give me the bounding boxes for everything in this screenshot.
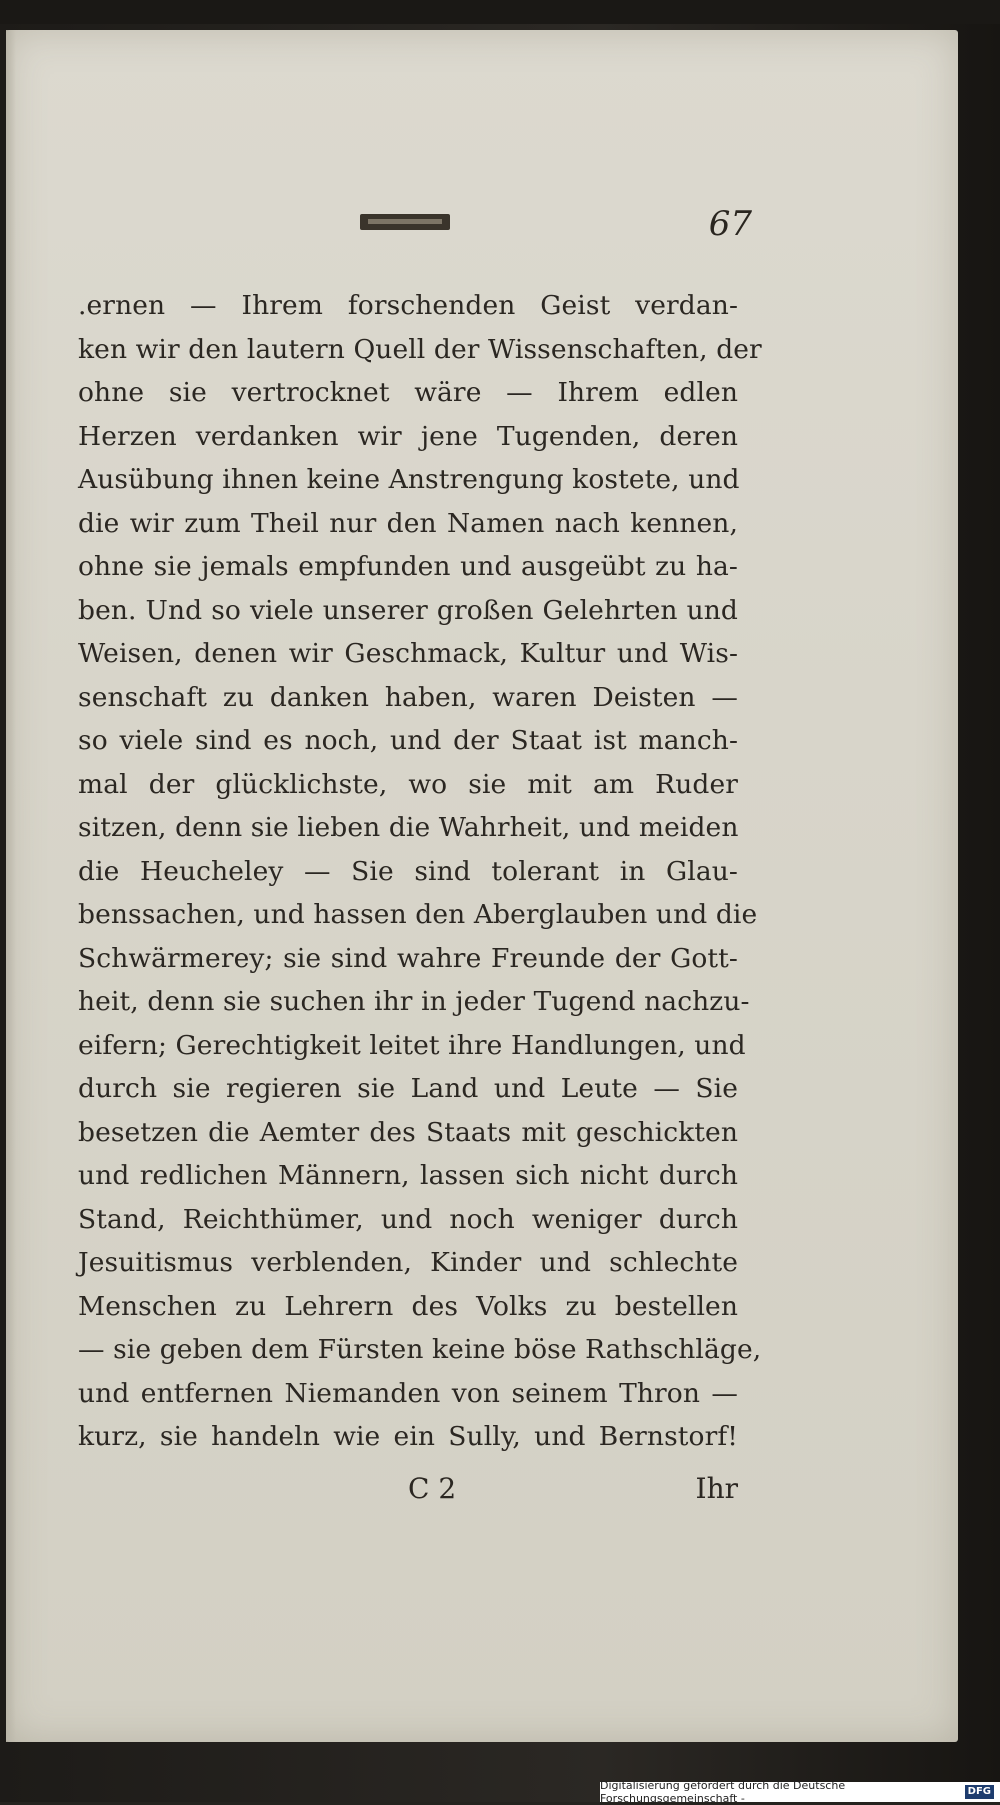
digitization-credit-bar: [600, 1779, 1000, 1805]
text-line: besetzen die Aemter des Staats mit geschickten: [78, 1116, 738, 1148]
text-line: und entfernen Niemanden von seinem Thron —: [78, 1377, 738, 1409]
body-text: [78, 284, 762, 1459]
text-line: kurz, sie handeln wie ein Sully, und Bernstorf!: [78, 1421, 738, 1452]
page-edge-shadow: [6, 30, 16, 1742]
text-line: ohne sie jemals empfunden und ausgeübt zu ha-: [78, 551, 738, 582]
text-line: und redlichen Männern, lassen sich nicht durch: [78, 1160, 738, 1191]
text-line: senschaft zu danken haben, waren Deisten —: [78, 681, 738, 713]
text-line: eifern; Gerechtigkeit leitet ihre Handlungen, und: [78, 1029, 746, 1061]
text-line: Jesuitismus verblenden, Kinder und schlechte: [78, 1247, 738, 1278]
text-line: ohne sie vertrocknet wäre — Ihrem edlen: [78, 377, 738, 408]
text-line: Ausübung ihnen keine Anstrengung kostete, und: [78, 464, 740, 495]
catchword: Ihr: [695, 1472, 738, 1505]
header-ornament: [360, 214, 450, 230]
text-line: .ernen — Ihrem forschenden Geist verdan-: [78, 290, 738, 321]
text-line: Stand, Reichthümer, und noch weniger durch: [78, 1203, 738, 1235]
text-line: die Heucheley — Sie sind tolerant in Glau-: [78, 855, 738, 887]
page-number: 67: [708, 204, 752, 244]
text-line: mal der glücklichste, wo sie mit am Ruder: [78, 768, 738, 800]
digitization-credit: Digitalisierung gefördert durch die Deutsche Forschungsgemeinschaft -: [600, 1779, 846, 1805]
text-line: Weisen, denen wir Geschmack, Kultur und Wis-: [78, 638, 738, 669]
text-line: durch sie regieren sie Land und Leute — Sie: [78, 1073, 738, 1104]
text-line: sitzen, denn sie lieben die Wahrheit, und meiden: [78, 812, 739, 843]
text-line: heit, denn sie suchen ihr in jeder Tugend nachzu-: [78, 986, 750, 1017]
dfg-logo: DFG: [965, 1785, 994, 1799]
text-line: — sie geben dem Fürsten keine böse Rathschläge,: [78, 1334, 762, 1365]
text-line: die wir zum Theil nur den Namen nach kennen,: [78, 507, 738, 539]
text-line: so viele sind es noch, und der Staat ist manch-: [78, 725, 738, 756]
text-line: ben. Und so viele unserer großen Gelehrten und: [78, 594, 738, 626]
text-line: Menschen zu Lehrern des Volks zu bestellen: [78, 1290, 738, 1322]
scanner-top-band: [0, 0, 1000, 24]
text-line: Schwärmerey; sie sind wahre Freunde der Gott-: [78, 942, 738, 974]
text-line: ken wir den lautern Quell der Wissenschaften, der: [78, 333, 762, 365]
text-line: benssachen, und hassen den Aberglauben und die: [78, 899, 758, 930]
footer-line: [78, 1472, 738, 1516]
signature-mark: C 2: [408, 1472, 457, 1505]
text-line: Herzen verdanken wir jene Tugenden, deren: [78, 420, 738, 452]
